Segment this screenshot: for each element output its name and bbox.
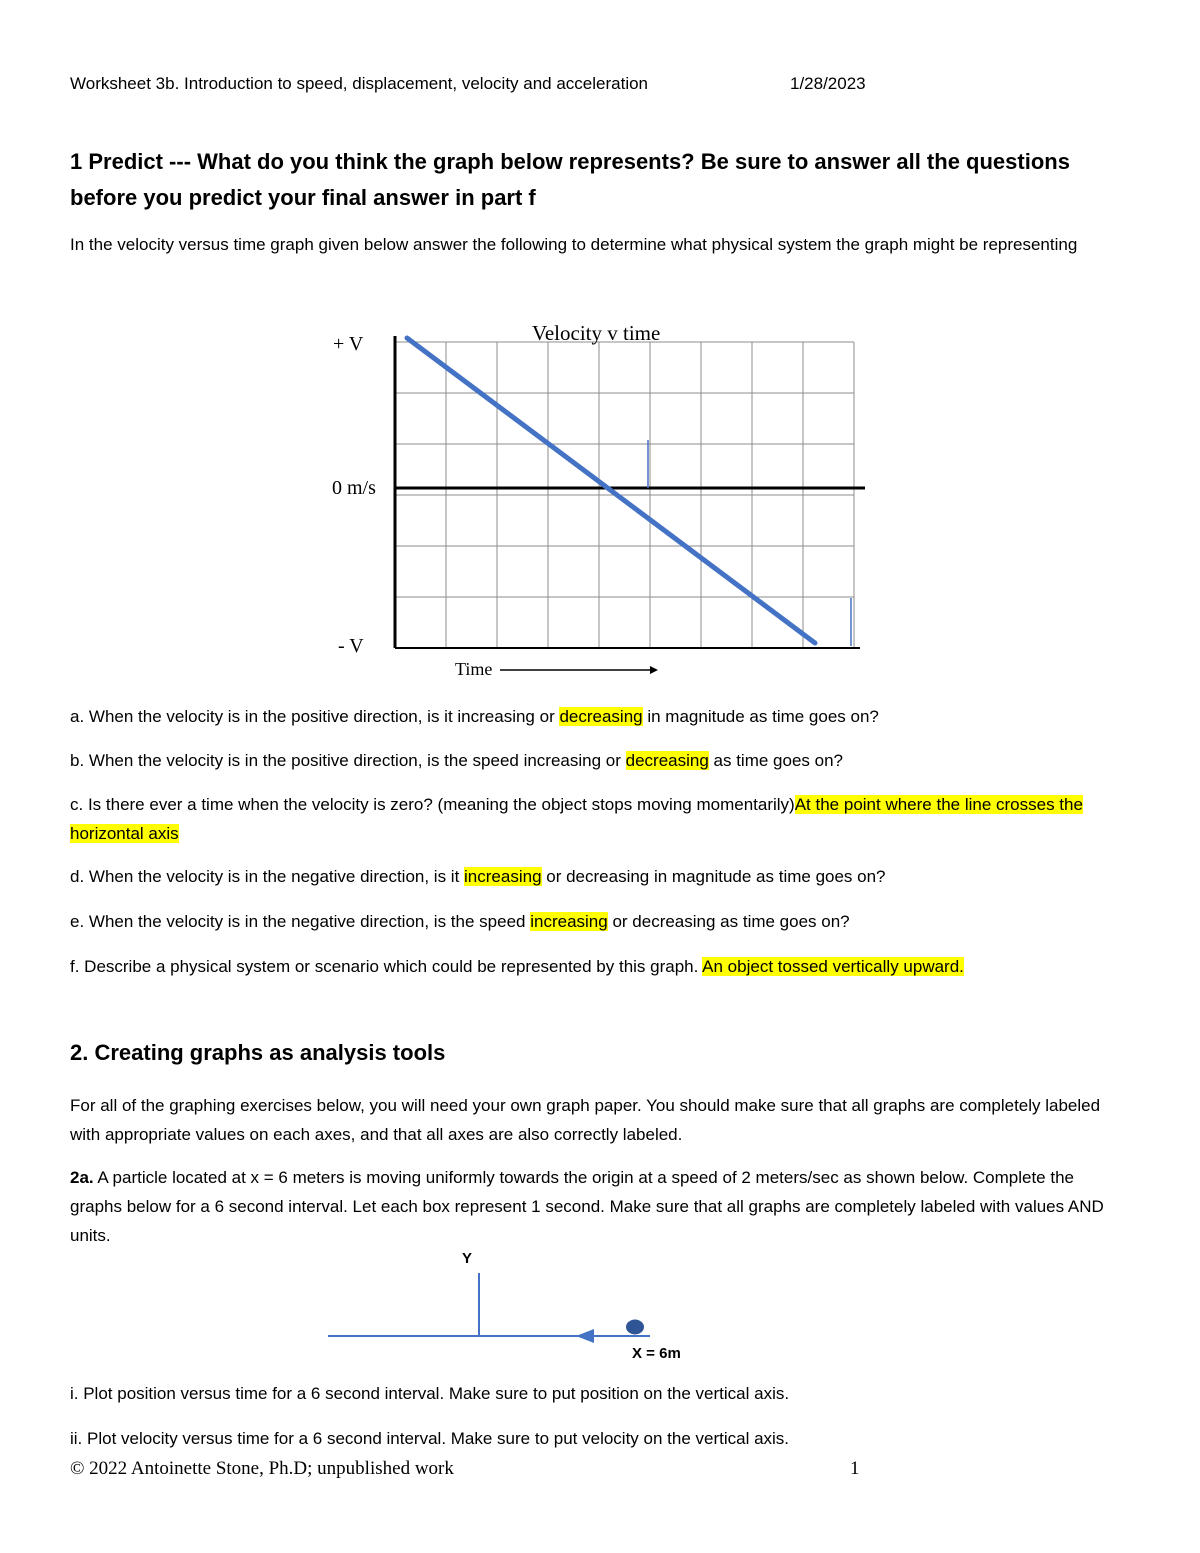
worksheet-date: 1/28/2023: [790, 74, 866, 93]
section2-heading: 2. Creating graphs as analysis tools: [70, 1040, 446, 1065]
question-a: a. When the velocity is in the positive direction, is it increasing or decreasing in magnitude as time goes on?: [70, 707, 879, 726]
velocity-time-chart: [300, 318, 900, 688]
question-d: d. When the velocity is in the negative direction, is it increasing or decreasing in magnitude as time goes on?: [70, 867, 886, 886]
question-e: e. When the velocity is in the negative direction, is the speed increasing or decreasing as time goes on?: [70, 912, 850, 931]
question-2a-label: 2a.: [70, 1168, 94, 1187]
section1-intro: In the velocity versus time graph given below answer the following to determine what physical system the graph might be representing: [70, 235, 1078, 254]
section2-intro: For all of the graphing exercises below, you will need your own graph paper. You should make sure that all graphs are completely labeled with appropriate values on each axes, and that all axes are also correctly labeled.: [70, 1096, 1101, 1144]
answer-a: decreasing: [559, 707, 643, 726]
question-2a-i: i. Plot position versus time for a 6 second interval. Make sure to put position on the vertical axis.: [70, 1384, 790, 1403]
question-2a-ii: ii. Plot velocity versus time for a 6 second interval. Make sure to put velocity on the vertical axis.: [70, 1429, 790, 1448]
particle-position-label: X = 6m: [632, 1345, 681, 1362]
section1-heading: 1 Predict --- What do you think the graph below represents? Be sure to answer all the questions before you predict your final answer in part f: [70, 149, 1070, 210]
x-axis-label: Time: [455, 659, 493, 679]
time-arrow-head: [650, 666, 658, 674]
page-header: [70, 74, 866, 94]
y-tick-label-negative: - V: [338, 635, 364, 657]
answer-d: increasing: [464, 867, 542, 886]
page-footer: [70, 1458, 870, 1480]
y-tick-label-positive: + V: [333, 333, 364, 355]
y-axis-label: Y: [462, 1250, 473, 1267]
answer-c: At the point where the line crosses the horizontal axis: [70, 795, 1083, 843]
chart-grid: [395, 342, 854, 648]
question-c: c. Is there ever a time when the velocity is zero? (meaning the object stops moving momentarily)At the point where the line crosses the horizontal axis: [70, 795, 1083, 843]
chart-title: Velocity v time: [532, 321, 661, 345]
page-number: 1: [850, 1458, 860, 1479]
y-tick-label-zero: 0 m/s: [332, 477, 376, 499]
answer-e: increasing: [530, 912, 608, 931]
direction-arrow-head: [576, 1329, 594, 1343]
question-f: f. Describe a physical system or scenario which could be represented by this graph. An object tossed vertically upward.: [70, 957, 964, 976]
particle-diagram: [320, 1245, 720, 1370]
particle: [626, 1320, 644, 1335]
question-2a: 2a. A particle located at x = 6 meters is moving uniformly towards the origin at a speed of 2 meters/sec as shown below. Complete the graphs below for a 6 second interval. Let each box represent 1 second. Make sure that all graphs are completely labeled with values AND units.: [70, 1168, 1104, 1245]
answer-b: decreasing: [625, 751, 709, 770]
question-b: b. When the velocity is in the positive direction, is the speed increasing or decreasing as time goes on?: [70, 751, 843, 770]
worksheet-title: Worksheet 3b. Introduction to speed, displacement, velocity and acceleration: [70, 74, 649, 93]
copyright-notice: © 2022 Antoinette Stone, Ph.D; unpublished work: [70, 1458, 454, 1479]
answer-f: An object tossed vertically upward.: [702, 957, 964, 976]
